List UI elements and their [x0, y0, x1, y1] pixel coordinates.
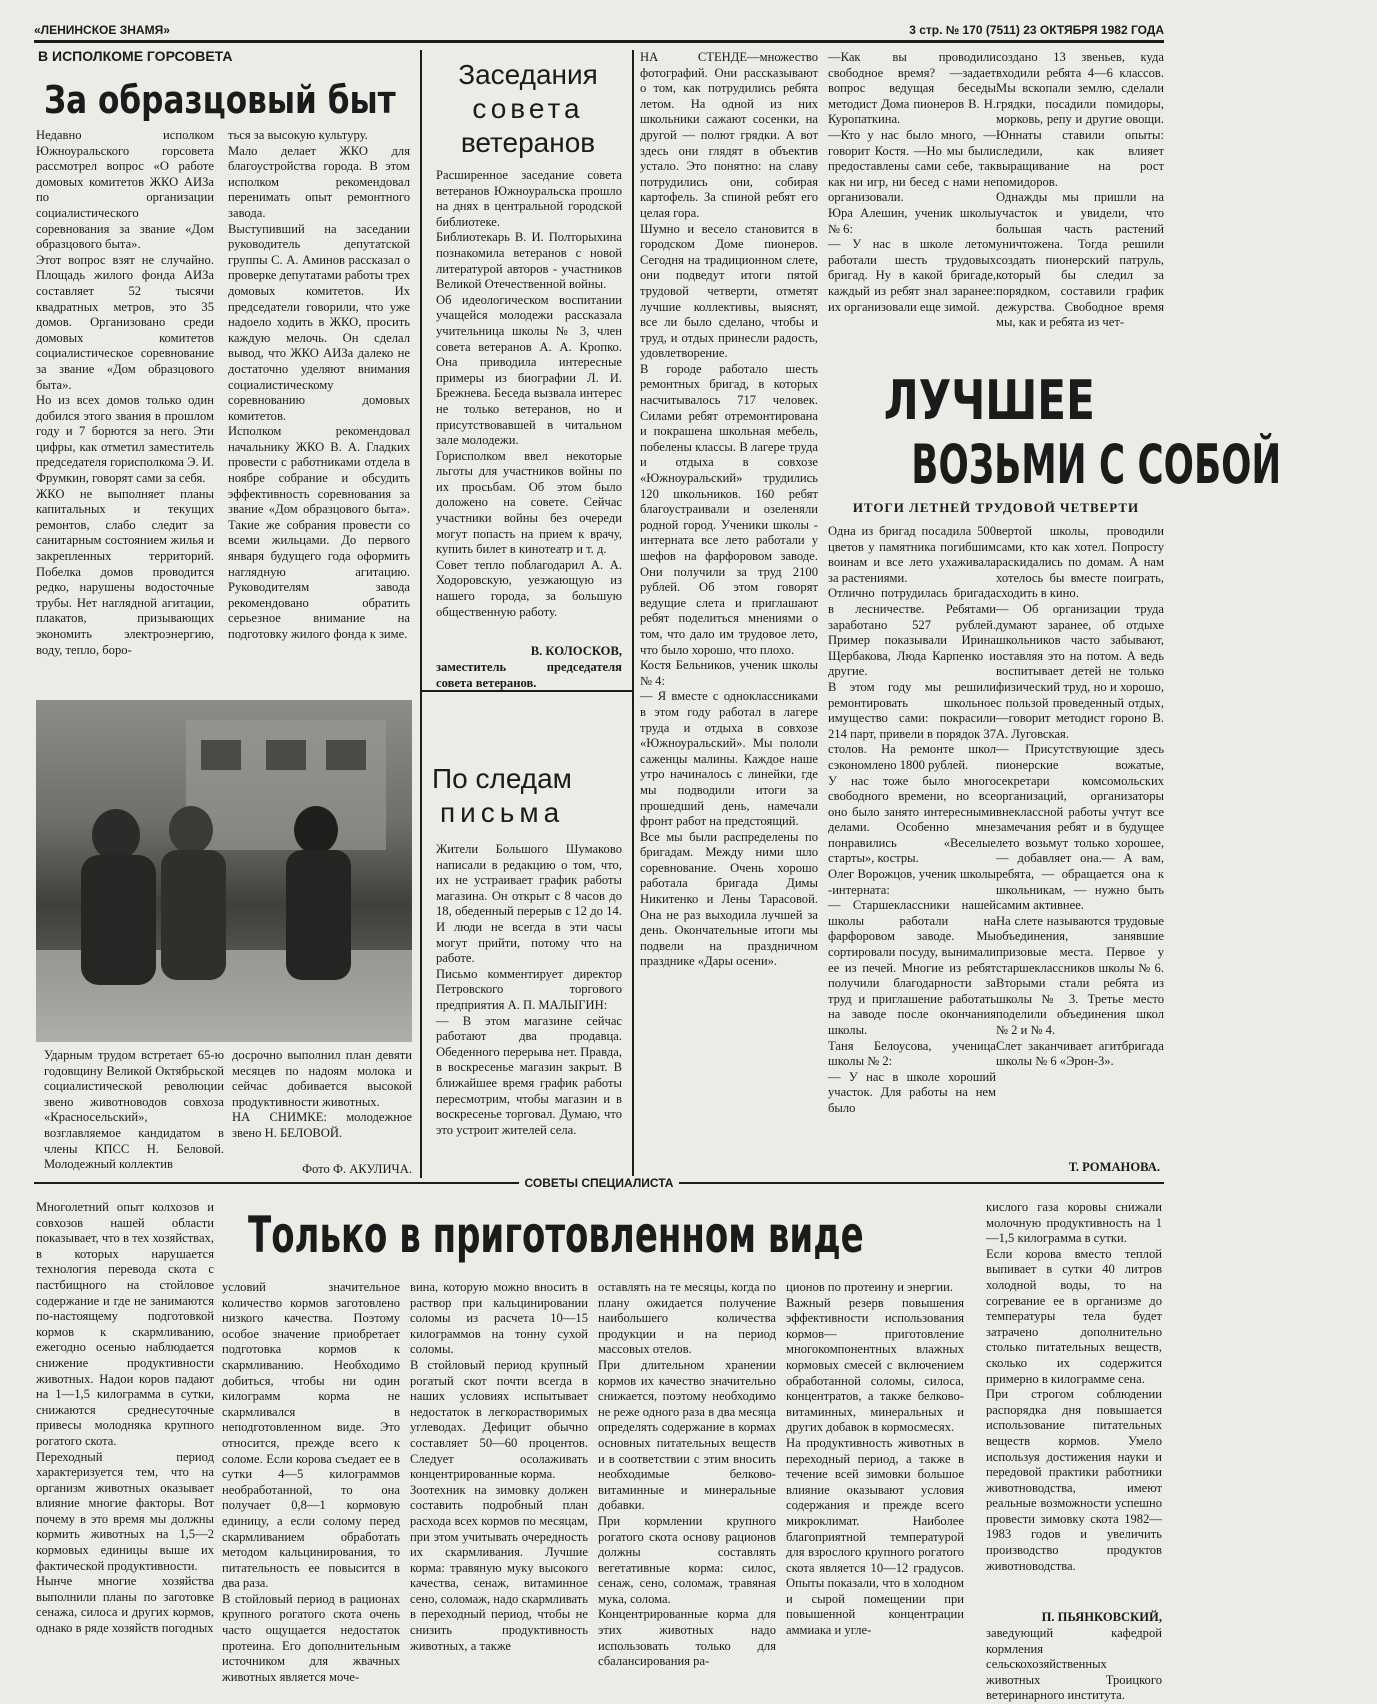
article-column: Многолетний опыт колхозов и совхозов нашей области показывает, что в тех хозяйствах, в которых нарушается технология перевода скота с пастбищного на стойловое содержание и где не занимаются по-настоящему подготовкой кормов к скармливанию, ежегодно осенью наблюдается снижение продуктивности животных. Надои коров падают на 1—1,5 килограмма в сутки, снижаются среднесуточные привесы молодняка крупного рогатого скота. Переходный период характеризуется тем, что на организм животных оказывает влияние многие факторы. Вот почему в это время мы должны кормить животных на 1,5—2 кормовых единицы выше их фактической продуктивности. Нынче многие хозяйства выполнили планы по заготовке сенажа, силоса и других кормов, однако в ряде хозяйств погодных	[36, 1200, 214, 1636]
news-photo	[36, 700, 412, 1042]
article-column: —Как вы проводили свободное время? —задает вопрос ведущая беседы методист Дома пионеров В. Н. Куропаткина. —Кто у нас было много, — говорит Костя. —Но мы были предоставлены сами себе, так как ни игр, ни бесед с нами не организовали. Юра Алешин, ученик школы № 6: — У нас в школе летом работали шесть трудовых бригад. Ну в какой бригаде, каждый из ребят знал заранее: их организовали еще зимой.	[828, 50, 996, 314]
photo-figures-illustration	[36, 700, 412, 1042]
article-kicker: В ИСПОЛКОМЕ ГОРСОВЕТА	[38, 48, 233, 64]
section-label: СОВЕТЫ СПЕЦИАЛИСТА	[519, 1176, 680, 1190]
photo-caption: досрочно выполнил план девяти месяцев по надоям молока и сейчас добивается высокой продуктивности животных. НА СНИМКЕ: молодежное звено Н. БЕЛОВОЙ.	[232, 1048, 412, 1140]
article-title	[432, 762, 624, 830]
article-subtitle: ИТОГИ ЛЕТНЕЙ ТРУДОВОЙ ЧЕТВЕРТИ	[852, 500, 1140, 515]
article-author: Т. РОМАНОВА.	[1068, 1160, 1160, 1174]
title-line: письма	[440, 797, 565, 828]
title-line: ветеранов	[460, 127, 596, 158]
column-rule	[420, 50, 422, 1178]
title-line: По следам	[432, 763, 572, 794]
article-column: ционов по протеину и энергии. Важный резерв повышения эффективности использования кормов— приготовление многокомпонентных влажных кормовых смесей с включением обработанной соломы, силоса, концентратов, а также белково-витаминных, минеральных и других добавок в кормосмесях. На продуктивность животных в переходный период, а также в течение всей зимовки большое влияние оказывают условия содержания и прежде всего микроклимат. Наиболее благоприятной температурой для взрослого крупного рогатого скота является 10—12 градусов. Опыты показали, что в холодном и сырой помещении при повышенной концентрации аммиака и угле-	[786, 1280, 964, 1638]
article-author-role: заместитель председателя совета ветеранов.	[436, 660, 622, 690]
article-column: НА СТЕНДЕ—множество фотографий. Они рассказывают о том, как потрудились ребята летом. На одной из них школьники сажают сосенки, на другой — полют грядки. А вот здесь они глядят в объектив устало. Это понятно: на славу потрудились они, собирая картофель. За спиной ребят его целая гора. Шумно и весело становится в городском Доме пионеров. Сегодня на традиционном слете, они подведут итоги пятой трудовой четверти, отметят лучшие коллективы, выяснят, все ли было сделано, чтобы и труд, и отдых принесли радость, удовлетворение. В городе работало шесть ремонтных бригад, в которых насчитывалось 717 человек. Силами ребят отремонтирована и покрашена школьная мебель, побелены классы. В лагере труда и отдыха в совхозе «Южноуральский» трудились 120 школьников. 160 ребят благоустраивали и озеленяли родной город. Ученики школы - интерната все лето работали у шефов на фарфоровом заводе. Они получили за труд 2100 рублей. Об этом говорят ведущие слета и приглашают ребят поделиться мнениями о том, что дало им трудовое лето, что было хорошо, что плохо. Костя Бельников, ученик школы № 4: — Я вместе с одноклассниками в этом году работал в лагере труда и отдыха в совхозе «Южноуральский». Мы пололи саженцы малины. Каждое наше утро начиналось с линейки, где мы подводили итоги за прошедший день, намечали фронт работ на предстоящий. Все мы были распределены по бригадам. Между ними шло соревнование. Очень хорошо работала бригада Димы Никитенко и Лены Тарасовой. Она не раз выходила лучшей за день. Окончательные итоги мы подвели на праздничном празднике «Дары осени».	[640, 50, 818, 969]
article-column: кислого газа коровы снижали молочную продуктивность на 1—1,5 килограмма в сутки. Если корова вместо теплой выпивает в сутки 40 литров холодной воды, то на согревание ее в организме до температуры тела будет затрачено дополнительно столько питательных веществ, сколько их содержится примерно в килограмме сена. При строгом соблюдении распорядка дня повышается использование питательных веществ кормов. Умело используя достижения науки и передовой практики работники животноводства, имеют реальные возможности успешно провести зимовку скота 1982—1983 годов и увеличить производство продуктов животноводства.	[986, 1200, 1162, 1573]
article-title: За образцовый быт	[44, 78, 396, 122]
title-line: ЛУЧШЕЕ	[883, 369, 1095, 432]
photo-credit: Фото Ф. АКУЛИЧА.	[302, 1162, 412, 1176]
article-column: условий значительное количество кормов заготовлено низкого качества. Поэтому особое значение приобретает подготовка кормов к скармливанию. Необходимо добиться, чтобы ни один килограмм корма не скармливался в неподготовленном виде. Это относится, прежде всего к соломе. Если корова съедает ее в сутки 4—5 килограммов необработанной, то она получает 0,8—1 кормовую единицу, а если солому перед скармливанием обработать методом кальцинирования, то питательность ее повысится в два раза. В стойловый период в рационах крупного рогатого скота очень часто ощущается недостаток протеина. Его дополнительным источником для жвачных животных является моче-	[222, 1280, 400, 1684]
article-title	[816, 433, 1282, 496]
column-rule	[632, 50, 634, 1178]
title-line: ВОЗЬМИ С СОБОЙ	[911, 433, 1282, 496]
masthead-paper-name: «ЛЕНИНСКОЕ ЗНАМЯ»	[34, 23, 170, 37]
article-column: Одна из бригад посадила 500 цветов у памятника погибшим воинам и все лето ухаживала за растениями. Отлично потрудилась бригада в лесничестве. Ребятами заработано 527 рублей. Пример показывали Ирина Щербакова, Люда Карпенко и другие. В этом году мы решили ремонтировать школьное имущество сами: покрасили 214 парт, привели в порядок 37 столов. На ремонте школ сэкономлено 1800 рублей. У нас тоже было много свободного времени, но все оно было занято интересными делами. Особенно мне понравились «Веселые старты», костры. Олег Ворожцов, ученик школы -интерната: — Старшеклассники нашей школы работали на фарфоровом заводе. Мы сортировали посуду, вынимали ее из печей. Многие из ребят получили благодарности за труд и приглашение работать на заводе после окончания школы. Таня Белоусова, ученица школы № 2: — У нас в школе хороший участок. Для работы на нем было	[828, 524, 996, 1115]
article-column: Недавно исполком Южноуральского горсовета рассмотрел вопрос «О работе домовых комитетов ЖКО АИЗа по организации социалистического соревнования за звание «Дом образцового быта». Этот вопрос взят не случайно. Площадь жилого фонда АИЗа составляет 52 тысячи квадратных метров, это 35 домов. Организовано среди домовых комитетов социалистическое соревнование за звание «Дом образцового быта». Но из всех домов только один добился этого звания в прошлом году и 7 борются за него. Эти цифры, как отметил заместитель председателя горисполкома Э. И. Фрумкин, говорят сами за себя. ЖКО не выполняет планы капитальных и текущих ремонтов, слабо следит за санитарным состоянием жилья и закрепленных территорий. Побелка домов проводится редко, нарушены водосточные трубы. Нет наглядной агитации, плакатов, призывающих экономить электроэнергию, воду, тепло, боро-	[36, 128, 214, 657]
article-column: вертой школы, проводили сами, кто как хотел. Попросту раскидались по домам. А нам хотелось бы вместе поиграть, сходить в кино. — Об организации труда думают заранее, об отдыхе школьников часто забывают, оставляя это на потом. А ведь воспитывает детей не только физический труд, но и хорошо, с пользой проведенный отдых, —говорит методист гороно В. А. Луговская. — Присутствующие здесь пионерские вожатые, секретари комсомольских организаций, организаторы внеклассной работы учтут все замечания ребят и в будущее лето возьмут только хорошее,— добавляет она.— А вам, ребята, — обращается она к школьникам, — нужно быть самим активнее. На слете называются трудовые объединения, занявшие призовые места. Первое у старшеклассников школы № 6. Вторыми стали ребята из школы № 3. Третье место поделили объединения школ № 2 и № 4. Слет заканчивает агитбригада школы № 6 «Эрон-3».	[996, 524, 1164, 1069]
article-author: В. КОЛОСКОВ,	[530, 644, 622, 658]
article-body: Расширенное заседание совета ветеранов Южноуральска прошло на днях в центральной городской библиотеке. Библиотекарь В. И. Полторыхина познакомила ветеранов с новой литературой авторов - участников Великой Отечественной войны. Об идеологическом воспитании учащейся молодежи рассказала учительница школы № 3, член совета ветеранов А. А. Кропко. Она приводила интересные примеры из биографии Л. И. Брежнева. Беседа вызвала интерес не только ветеранов, но и присутствовавшей в читальном зале молодежи. Горисполком ввел некоторые льготы для участников войны по их просьбам. Об этом было доложено на совете. Сейчас участники войны без очереди могут попасть на прием к врачу, купить билет в кинотеатр и т. д. Совет тепло поблагодарил А. А. Ходоровскую, уезжающую из нашего города, за большую общественную работу.	[436, 168, 622, 619]
masthead-issue-info: 3 стр. № 170 (7511) 23 ОКТЯБРЯ 1982 ГОДА	[909, 23, 1164, 37]
article-author: П. ПЬЯНКОВСКИЙ,	[1041, 1610, 1162, 1624]
article-author-role: заведующий кафедрой кормления сельскохозяйственных животных Троицкого ветеринарного института.	[986, 1626, 1162, 1703]
masthead	[34, 22, 1164, 43]
photo-caption: Ударным трудом встретает 65-ю годовщину Великой Октябрьской социалистической революции звено животноводов совхоза «Красносельский», возглавляемое кандидатом в члены КПСС Н. Беловой. Молодежный коллектив	[44, 1048, 224, 1172]
article-column: вина, которую можно вносить в раствор при кальцинировании соломы из расчета 10—15 килограммов на тонну сухой соломы. В стойловый период крупный рогатый скот почти всегда в наших условиях испытывает недостаток в легкорастворимых углеводах. Дефицит обычно составляет 50—60 процентов. Следует осолаживать концентрированные корма. Зоотехник на зимовку должен составить подробный план расхода всех кормов по месяцам, при этом учитывать очередность их скармливания. Лучшие корма: травяную муку высокого качества, сенаж, витаминное сено, соломаж, надо скармливать в переходный период, чтобы не снизить продуктивность животных, а также	[410, 1280, 588, 1653]
article-title: Только в приготовленном виде	[248, 1206, 864, 1264]
article-title	[432, 58, 624, 160]
article-body: Жители Большого Шумаково написали в редакцию о том, что, их не устраивает график работы магазина. Он открыт с 8 часов до 18, обеденный перерыв с 12 до 14. И люди не всегда в эти часы могут прийти, потому что на работе. Письмо комментирует директор Петровского торгового предприятия А. П. МАЛЫГИН: — В этом магазине сейчас работают два продавца. Обеденного перерыва нет. Правда, в воскресенье магазин закрыт. В ближайшее время график работы пересмотрим, чтобы магазин и в воскресенье торговал. Думаю, что это устроит жителей села.	[436, 842, 622, 1137]
article-column: оставлять на те месяцы, когда по плану ожидается получение наибольшего количества продукции и на период массовых отелов. При длительном хранении кормов их качество значительно снижается, поэтому необходимо не реже одного раза в два месяца определять содержание в кормах основных питательных веществ и в соответствии с этим вносить необходимые белково-витаминные и минеральные добавки. При кормлении крупного рогатого скота основу рационов должны составлять вегетативные корма: силос, сенаж, сено, соломаж, травяная мука, солома. Концентрированные корма для этих животных надо использовать только для сбалансирования ра-	[598, 1280, 776, 1669]
article-column: создано 13 звеньев, куда входили ребята 4—6 классов. Мы вскопали землю, сделали грядки, посадили помидоры, морковь, репу и другие овощи. Юннаты ставили опыты: следили, как влияет выращивание на рост помидоров. Однажды мы пришли на участок и увидели, что большая часть растений уничтожена. Тогда решили создать пионерский патруль, который бы следил за порядком, составили график дежурства. Свободное время мы, как и ребята из чет-	[996, 50, 1164, 330]
title-line: совета	[472, 93, 584, 124]
article-column: ться за высокую культуру. Мало делает ЖКО для благоустройства города. В этом исполком рекомендовал перенимать опыт ремонтного завода. Выступивший на заседании руководитель депутатской группы С. А. Аминов рассказал о проверке депутатами работы трех домовых комитетов. Их председатели говорили, что уже надоело ходить в ЖКО, просить каждую мелочь. Он сделал вывод, что ЖКО АИЗа далеко не достаточно уделяют внимания социалистическому соревнованию домовых комитетов. Исполком рекомендовал начальнику ЖКО В. А. Гладких провести с работниками отдела в ноябре собрание и обсудить эффективность соревнования за звание «Дом образцового быта». Такие же собрания провести со всеми жильцами. До первого января будущего года оформить наглядную агитацию. Руководителям завода рекомендовано обратить серьезное внимание на подготовку жилого фонда к зиме.	[228, 128, 410, 641]
article-title	[828, 370, 1164, 432]
title-line: Заседания	[458, 59, 598, 90]
